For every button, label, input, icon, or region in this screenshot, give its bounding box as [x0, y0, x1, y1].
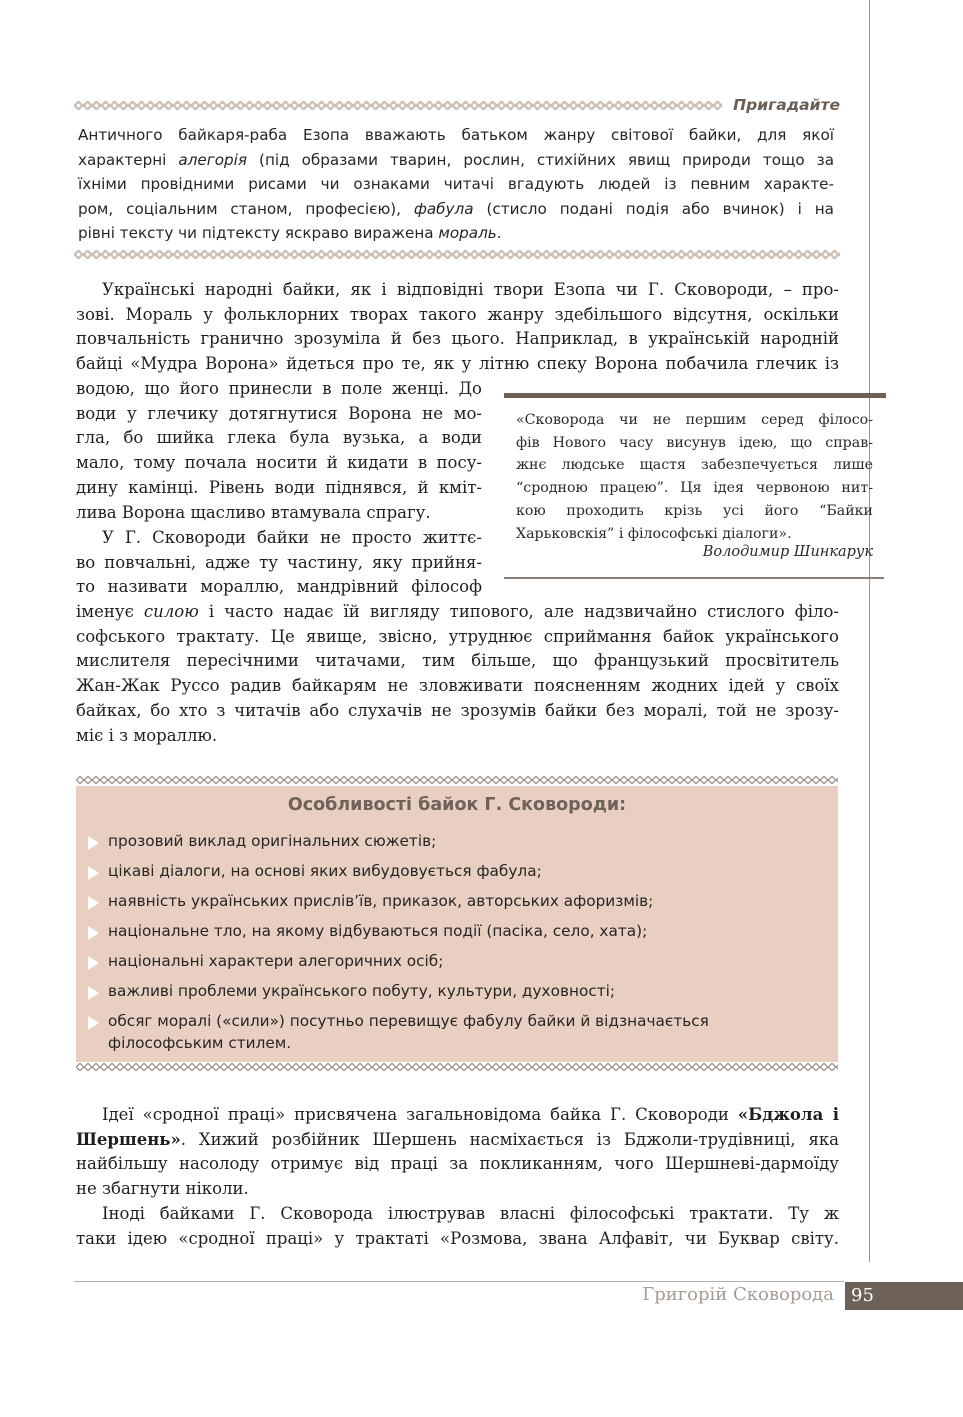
- bullet-triangle-icon: [88, 896, 99, 910]
- quote-rule-bottom: [504, 577, 884, 579]
- quote-line: Харьковскія” і філософські діалоги».: [516, 525, 792, 542]
- text-line: іменує силою і часто надає їй вигляду типового, але надзвичайно стислого філо-: [76, 602, 839, 621]
- text-line: зові. Мораль у фольклорних творах такого жанру здебільшого відсутня, оскільки: [76, 304, 839, 324]
- text-line: Жан-Жак Руссо радив байкарям не зловживати поясненням жодних ідей у своїх: [76, 676, 839, 696]
- running-footer-title: Григорій Сковорода: [642, 1284, 834, 1305]
- text-line: У Г. Сковороди байки не просто життє-: [102, 528, 482, 547]
- list-item: важливі проблеми українського побуту, культури, духовності;: [88, 980, 828, 1010]
- text-line: міє і з мораллю.: [76, 725, 218, 745]
- quote-author: Володимир Шинкарук: [702, 544, 873, 560]
- text-line: Іноді байками Г. Сковорода ілюстрував власні філософські трактати. Ту ж: [102, 1204, 839, 1223]
- text-line: мислителя пересічними читачами, тим більше, що французький просвітитель: [76, 651, 839, 671]
- text-line: то називати мораллю, мандрівний філософ: [76, 577, 482, 597]
- list-item: обсяг моралі («сили») посутньо перевищує фабулу байки й відзначається філософським стилем.: [88, 1010, 828, 1058]
- remember-text: [78, 123, 834, 246]
- quote-line: жнє людське щастя забезпечується лише: [516, 457, 873, 474]
- text-line: во повчальні, адже ту частину, яку прийня-: [76, 552, 482, 572]
- paragraph-2-wrap: [76, 526, 482, 600]
- page-number: 95: [851, 1285, 874, 1306]
- paragraph-3: [76, 1103, 839, 1202]
- list-item: національні характери алегоричних осіб;: [88, 950, 828, 980]
- text-line: дину камінці. Рівень води піднявся, й кміт-: [76, 477, 482, 497]
- ornament-box-top: [76, 776, 838, 784]
- bullet-triangle-icon: [88, 956, 99, 970]
- remember-line: Античного байкаря-раба Езопа вважають батьком жанру світової байки, для якої: [78, 126, 834, 144]
- quote-rule-top: [504, 393, 886, 398]
- list-item: наявність українських прислів’їв, приказок, авторських афоризмів;: [88, 890, 828, 920]
- text-line: не збагнути ніколи.: [76, 1179, 249, 1199]
- paragraph-4: [76, 1202, 839, 1251]
- list-item: національне тло, на якому відбуваються події (пасіка, село, хата);: [88, 920, 828, 950]
- page-edge-line: [869, 0, 870, 1262]
- text-line: води у глечику дотягнутися Ворона не мо-: [76, 403, 482, 423]
- bullet-triangle-icon: [88, 1016, 99, 1030]
- text-line: таки ідею «сродної праці» у трактаті «Розмова, звана Алфавіт, чи Буквар світу.: [76, 1228, 839, 1248]
- remember-line: ром, соціальним станом, професією), фабула (стисло подані подія або вчинок) і на: [78, 199, 834, 218]
- remember-label: Пригадайте: [733, 96, 840, 114]
- quote-line: фів Нового часу висунув ідею, що справ-: [516, 434, 873, 451]
- remember-line: рівні тексту чи підтексту яскраво виражена мораль.: [78, 224, 502, 243]
- text-line: гла, бо шийка глека була вузька, а води: [76, 428, 482, 448]
- text-line: софського трактату. Це явище, звісно, утруднює сприймання байок українського: [76, 626, 839, 646]
- remember-line: характерні алегорія (під образами тварин, рослин, стихійних явищ природи тощо за: [78, 150, 834, 169]
- bullet-triangle-icon: [88, 926, 99, 940]
- ornament-bottom: [74, 250, 840, 259]
- text-line: лива Ворона щасливо втамувала спрагу.: [76, 502, 431, 522]
- quote-line: кою проходить крізь усі його “Байки: [516, 502, 873, 519]
- quote-text: [516, 409, 873, 545]
- bullet-triangle-icon: [88, 866, 99, 880]
- bullet-triangle-icon: [88, 836, 99, 850]
- footer-rule: [74, 1281, 844, 1282]
- text-line: Українські народні байки, як і відповідні твори Езопа чи Г. Сковороди, – про-: [102, 280, 839, 299]
- text-line: Шершень». Хижий розбійник Шершень насміхається із Бджоли-трудівниці, яка: [76, 1129, 839, 1149]
- quote-line: “сродною працею”. Ця ідея червоною нит-: [516, 480, 873, 497]
- text-line: найбільшу насолоду отримує від праці за покликанням, чого Шершневі-дармоїду: [76, 1154, 839, 1174]
- list-item: цікаві діалоги, на основі яких вибудовується фабула;: [88, 860, 828, 890]
- features-list: [88, 830, 828, 1058]
- paragraph-1-wrap: [76, 377, 482, 525]
- remember-line: їхніми провідними рисами чи ознаками читачі вгадують людей із певним характе-: [78, 175, 834, 194]
- text-line: повчальність гранично зрозуміла й без цього. Наприклад, в українській народній: [76, 329, 839, 349]
- list-item: прозовий виклад оригінальних сюжетів;: [88, 830, 828, 860]
- ornament-box-bottom: [76, 1063, 838, 1071]
- text-line: байці «Мудра Ворона» йдеться про те, як у літню спеку Ворона побачила глечик із: [76, 354, 839, 374]
- paragraph-1: [76, 278, 839, 377]
- quote-line: «Сковорода чи не першим серед філосо-: [516, 412, 873, 428]
- text-line: водою, що його принесли в поле женці. До: [76, 379, 482, 398]
- features-title: Особливості байок Г. Сковороди:: [287, 795, 627, 815]
- text-line: байках, бо хто з читачів або слухачів не зрозумів байки без моралі, той не зрозу-: [76, 700, 839, 720]
- text-line: Ідеї «сродної праці» присвячена загальновідома байка Г. Сковороди «Бджола і: [102, 1105, 839, 1124]
- bullet-triangle-icon: [88, 986, 99, 1000]
- paragraph-2: [76, 600, 839, 748]
- text-line: мало, тому почала носити й кидати в посу-: [76, 453, 482, 473]
- ornament-top: [74, 101, 722, 110]
